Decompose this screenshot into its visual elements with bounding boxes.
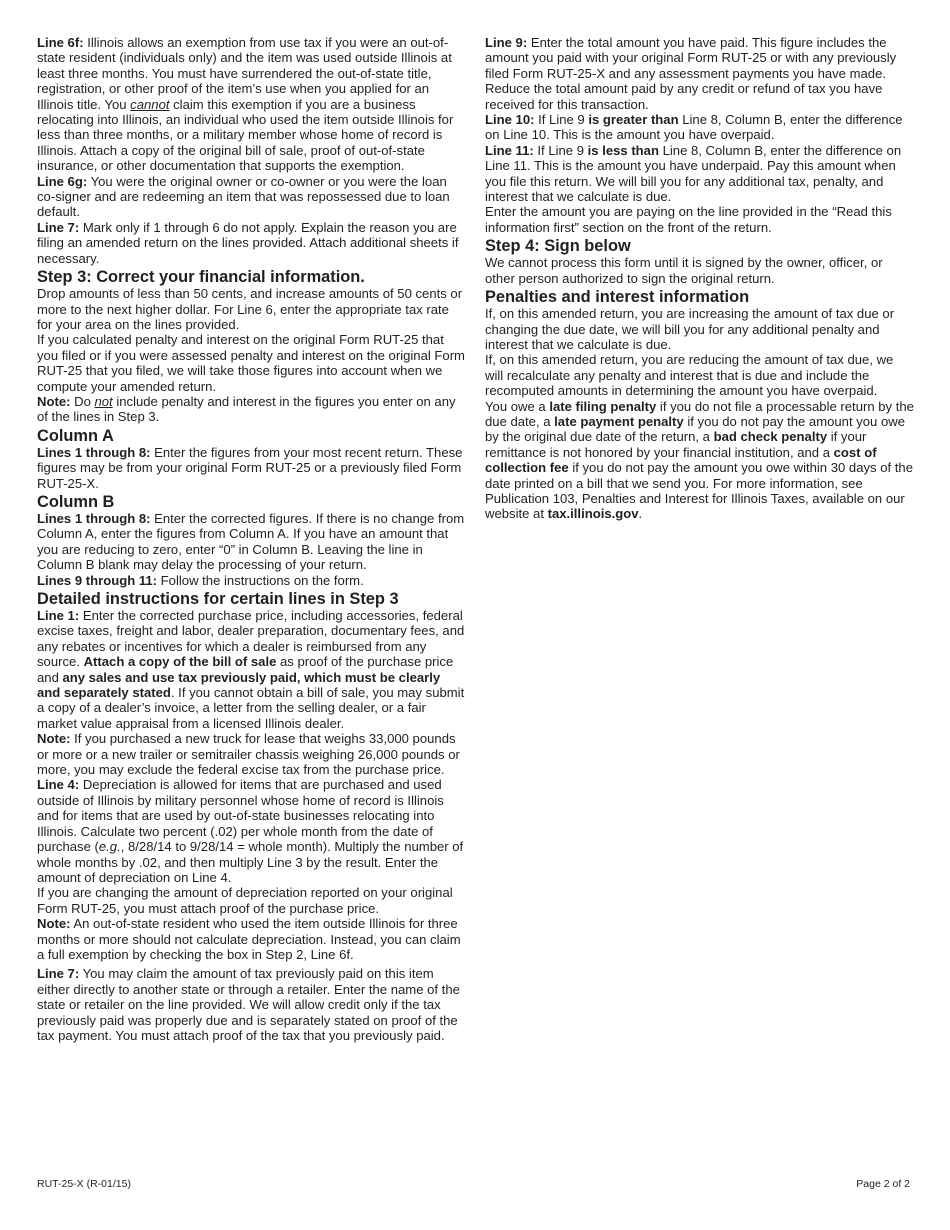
column-b-lines-9-11: Lines 9 through 11: Follow the instructions on the form.	[37, 572, 364, 588]
column-b-paragraph: Lines 1 through 8: Enter the corrected figures. If there is no change from Column A, enter the figures from Column A. If you have an amount that you are reducing to zero, enter “0” in Column B. Leaving the line in Column B blank may delay the processing of your return.	[37, 510, 465, 573]
right-column	[485, 35, 915, 522]
column-a-paragraph: Lines 1 through 8: Enter the figures from your most recent return. These figures may be from your original Form RUT-25 or a previously filed Form RUT-25-X.	[37, 444, 463, 491]
step-3-penalty-paragraph: If you calculated penalty and interest on the original Form RUT-25 that you filed or if you were assessed penalty and interest on the original Form RUT-25 that you filed, we will take those figures into account when we compute your amended return.	[37, 332, 465, 394]
penalties-owe-paragraph: You owe a late filing penalty if you do not file a processable return by the due date, a late payment penalty if you do not pay the amount you owe by the original due date of the return, a bad check penalty if your remittance is not honored by your financial institution, and a cost of collection fee if you do not pay the amount you owe within 30 days of the date printed on a bill that we send you. For more information, see Publication 103, Penalties and Interest for Illinois Taxes, available on our website at tax.illinois.gov.	[485, 398, 914, 522]
website-link: tax.illinois.gov	[547, 506, 639, 522]
line-11-payment-paragraph: Enter the amount you are paying on the line provided in the “Read this information first” section on the front of the return.	[485, 204, 892, 235]
detailed-note-truck: Note: If you purchased a new truck for lease that weighs 33,000 pounds or more or a new trailer or semitrailer chassis weighing 26,000 pounds or more, you may exclude the federal excise tax from the purchase price.	[37, 731, 460, 778]
left-column	[37, 35, 467, 1043]
line-11-paragraph: Line 11: If Line 9 is less than Line 8, Column B, enter the difference on Line 11. This is the amount you have underpaid. Pay this amount when you file this return. We will bill you for any additional tax, penalty, and interest that we calculate is due.	[485, 142, 902, 205]
page-number-footer: Page 2 of 2	[856, 1178, 910, 1190]
penalties-increase-paragraph: If, on this amended return, you are increasing the amount of tax due or changing the due date, we will bill you for any additional penalty and interest that we calculate is due.	[485, 306, 895, 352]
column-a-heading: Column A	[37, 426, 114, 445]
line-label: Line 7:	[37, 219, 80, 235]
penalties-reduce-paragraph: If, on this amended return, you are reducing the amount of tax due, we will recalculate any penalty and interest that is due and include the recomputed amounts in determining the amount you have overpaid.	[485, 352, 894, 399]
line-label: Line 6f:	[37, 35, 84, 50]
detailed-instructions-heading: Detailed instructions for certain lines in Step 3	[37, 590, 399, 608]
line-6f-paragraph: Line 6f: Illinois allows an exemption from use tax if you were an out-of-state resident (individuals only) and the item was used outside Illinois at least three months. You must have surrendered the out-of-state title, registration, or other proof of the item’s use when you applied for an Illinois title. You cannot claim this exemption if you are a business relocating into Illinois, an individual who used the item outside Illinois for less than three months, or a military member whose home of record is Illinois. Attach a copy of the original bill of sale, proof of out-of-state insurance, or other documentation that supports the exemption.	[37, 35, 454, 174]
detailed-note-out-of-state: Note: An out-of-state resident who used the item outside Illinois for three months or more should not calculate depreciation. Instead, you can claim a full exemption by checking the box in Step 2, Line 6f.	[37, 916, 461, 962]
detailed-line-7-paragraph: Line 7: You may claim the amount of tax previously paid on this item either directly to another state or through a retailer. Enter the name of the state or retailer on the line provided. We will allow credit only if the tax previously paid was properly due and is separately stated on proof of the tax payment. You must attach proof of the tax that you previously paid.	[37, 966, 460, 1043]
step-3-heading: Step 3: Correct your financial information.	[37, 268, 365, 287]
detailed-line-4-paragraph: Line 4: Depreciation is allowed for items that are purchased and used outside of Illinois by military personnel whose home of record is Illinois and for items that are used by out-of-state businesses relocating into Illinois. Calculate two percent (.02) per whole month from the date of purchase (e.g., 8/28/14 to 9/28/14 = whole month). Multiply the number of whole months by .02, and then multiply Line 3 by the result. Enter the amount of depreciation on Line 4.	[37, 777, 464, 885]
line-label: Line 6g:	[37, 173, 88, 189]
step-3-note: Note: Do not include penalty and interest in the figures you enter on any of the lines in Step 3.	[37, 393, 456, 425]
detailed-line-4-proof: If you are changing the amount of depreciation reported on your original Form RUT-25, you must attach proof of the purchase price.	[37, 885, 453, 916]
line-7-paragraph: Line 7: Mark only if 1 through 6 do not apply. Explain the reason you are filing an amended return on the lines provided. Attach additional sheets if necessary.	[37, 219, 459, 266]
step-4-heading: Step 4: Sign below	[485, 237, 631, 256]
step-3-rounding-paragraph: Drop amounts of less than 50 cents, and increase amounts of 50 cents or more to the next higher dollar. For Line 6, enter the appropriate tax rate for your area on the lines provided.	[37, 286, 463, 332]
line-10-paragraph: Line 10: If Line 9 is greater than Line 8, Column B, enter the difference on Line 10. This is the amount you have overpaid.	[485, 112, 903, 143]
detailed-line-1-paragraph: Line 1: Enter the corrected purchase price, including accessories, federal excise taxes, freight and labor, dealer preparation, documentary fees, and any rebates or incentives for which a dealer is reimbursed from any source. Attach a copy of the bill of sale as proof of the purchase price and any sales and use tax previously paid, which must be clearly and separately stated. If you cannot obtain a bill of sale, you may submit a copy of a dealer’s invoice, a letter from the selling dealer, or a fair market value appraisal from a licensed Illinois dealer.	[37, 608, 465, 731]
column-b-heading: Column B	[37, 492, 115, 511]
line-9-paragraph: Line 9: Enter the total amount you have paid. This figure includes the amount you paid with your original Form RUT-25 or with any previously filed Form RUT-25-X and any assessment payments you have made. Reduce the total amount paid by any credit or refund of tax you have received for this transaction.	[485, 35, 897, 112]
step-4-paragraph: We cannot process this form until it is signed by the owner, officer, or other person authorized to sign the original return.	[485, 255, 883, 286]
penalties-heading: Penalties and interest information	[485, 288, 750, 307]
line-6g-paragraph: Line 6g: You were the original owner or co-owner or you were the loan co-signer and are redeeming an item that was repossessed due to loan default.	[37, 173, 450, 220]
form-id-footer: RUT-25-X (R-01/15)	[37, 1178, 131, 1190]
